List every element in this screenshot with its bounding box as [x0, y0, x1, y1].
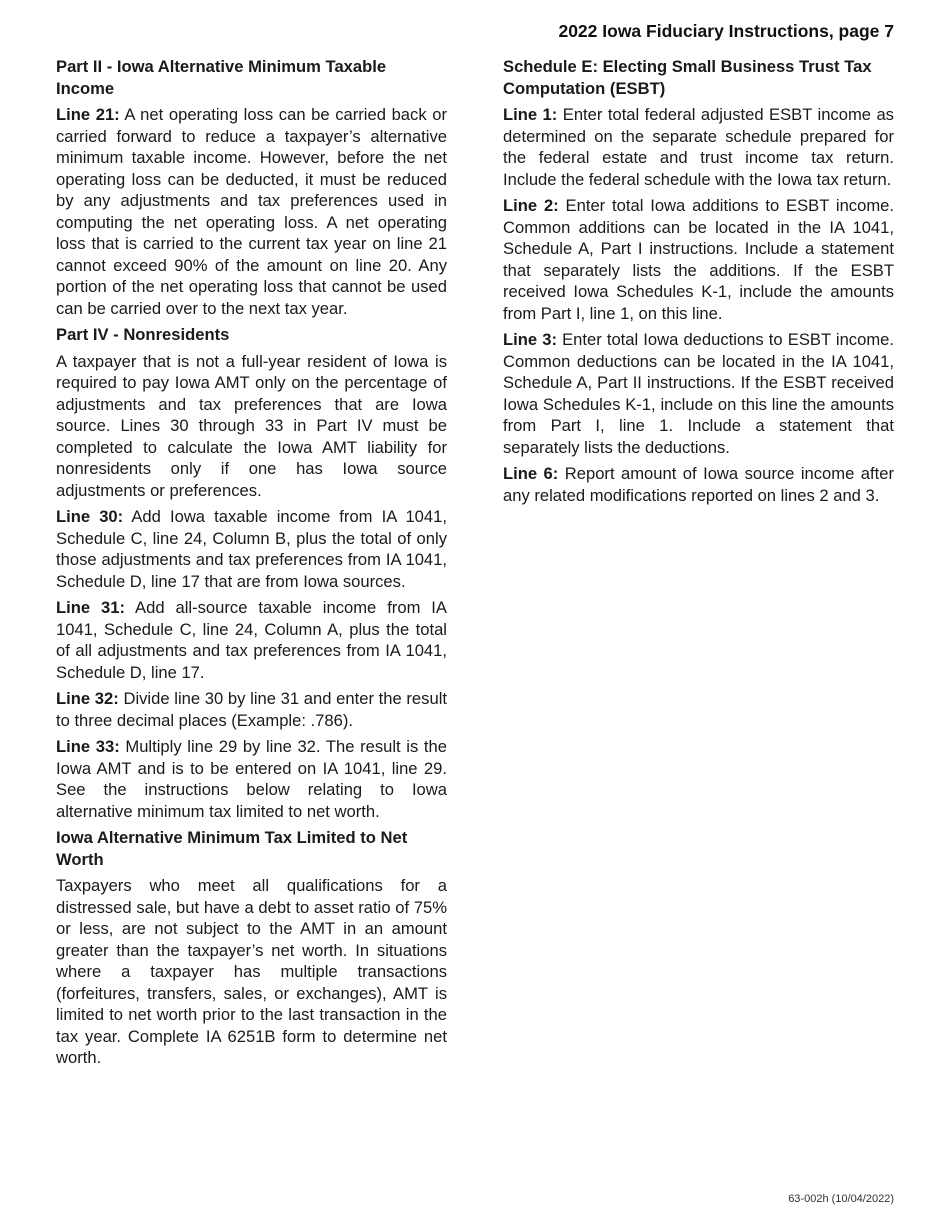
line-21-label: Line 21:	[56, 105, 120, 124]
net-worth-paragraph: Taxpayers who meet all qualifications for a distressed sale, but have a debt to asset ratio of 75% or less, are not subject to the AMT in an amount greater than the taxpayer’s net worth. In situations where a taxpayer has multiple transactions (forfeitures, transfers, sales, or exchanges), AMT is limited to net worth prior to the last transaction in the tax year. Complete IA 6251B form to determine net worth.	[56, 876, 447, 1067]
line-30-text: Add Iowa taxable income from IA 1041, Schedule C, line 24, Column B, plus the total of only those adjustments and tax preferences from IA 1041, Schedule D, line 17 that are from Iowa sources.	[56, 507, 447, 591]
schedule-e-heading: Schedule E: Electing Small Business Trust Tax Computation (ESBT)	[503, 57, 872, 98]
line-3-label: Line 3:	[503, 330, 557, 349]
line-21-paragraph	[56, 104, 447, 319]
line-2-label: Line 2:	[503, 196, 559, 215]
line-30-paragraph	[56, 506, 447, 592]
line-32-paragraph	[56, 688, 447, 731]
line-33-label: Line 33:	[56, 737, 120, 756]
line-3-paragraph	[503, 329, 894, 458]
line-33-paragraph	[56, 736, 447, 822]
line-21-text: A net operating loss can be carried back or carried forward to reduce a taxpayer’s alternative minimum taxable income. However, before the net operating loss can be deducted, it must be reduced by any adjustments and tax preferences used in computing the net operating loss. A net operating loss that is carried to the current tax year on line 21 cannot exceed 90% of the amount on line 20. Any portion of the net operating loss that cannot be used can be carried over to the next tax year.	[56, 105, 447, 318]
line-1-paragraph	[503, 104, 894, 190]
right-column	[503, 56, 894, 511]
line-6-text: Report amount of Iowa source income after any related modifications reported on lines 2 and 3.	[503, 464, 894, 505]
line-2-paragraph	[503, 195, 894, 324]
line-30-label: Line 30:	[56, 507, 124, 526]
line-1-label: Line 1:	[503, 105, 558, 124]
line-6-paragraph	[503, 463, 894, 506]
part-iv-paragraph: A taxpayer that is not a full-year resident of Iowa is required to pay Iowa AMT only on the percentage of adjustments and tax preferences that are Iowa source. Lines 30 through 33 in Part IV must be completed to calculate the Iowa AMT liability for nonresidents only if one has Iowa source adjustments or preferences.	[56, 351, 447, 500]
line-2-text: Enter total Iowa additions to ESBT income. Common additions can be located in the IA 1041, Schedule A, Part I instructions. Include a statement that separately lists the additions. If the ESBT received Iowa Schedules K-1, include the amounts from Part I, line 1, on this line.	[503, 196, 894, 323]
form-id-footer: 63-002h (10/04/2022)	[788, 1193, 894, 1205]
left-column	[56, 56, 447, 1074]
net-worth-heading: Iowa Alternative Minimum Tax Limited to Net Worth	[56, 828, 408, 869]
part-ii-heading: Part II - Iowa Alternative Minimum Taxable Income	[56, 57, 387, 98]
line-32-label: Line 32:	[56, 689, 119, 708]
line-33-text: Multiply line 29 by line 32. The result is the Iowa AMT and is to be entered on IA 1041, line 29. See the instructions below relating to Iowa alternative minimum tax limited to net worth.	[56, 737, 447, 821]
line-31-label: Line 31:	[56, 598, 126, 617]
line-31-paragraph	[56, 597, 447, 683]
page-header: 2022 Iowa Fiduciary Instructions, page 7	[558, 21, 894, 41]
line-31-text: Add all-source taxable income from IA 1041, Schedule C, line 24, Column A, plus the total of all adjustments and tax preferences from IA 1041, Schedule D, line 17.	[56, 598, 447, 682]
part-iv-heading: Part IV - Nonresidents	[56, 325, 230, 344]
line-3-text: Enter total Iowa deductions to ESBT income. Common deductions can be located in the IA 1041, Schedule A, Part II instructions. If the ESBT received Iowa Schedules K-1, include on this line the amounts from Part I, line 1. Include a statement that separately lists the deductions.	[503, 330, 894, 457]
line-32-text: Divide line 30 by line 31 and enter the result to three decimal places (Example: .786).	[56, 689, 447, 730]
line-6-label: Line 6:	[503, 464, 559, 483]
line-1-text: Enter total federal adjusted ESBT income as determined on the separate schedule prepared for the federal estate and trust income tax return. Include the federal schedule with the Iowa tax return.	[503, 105, 894, 189]
